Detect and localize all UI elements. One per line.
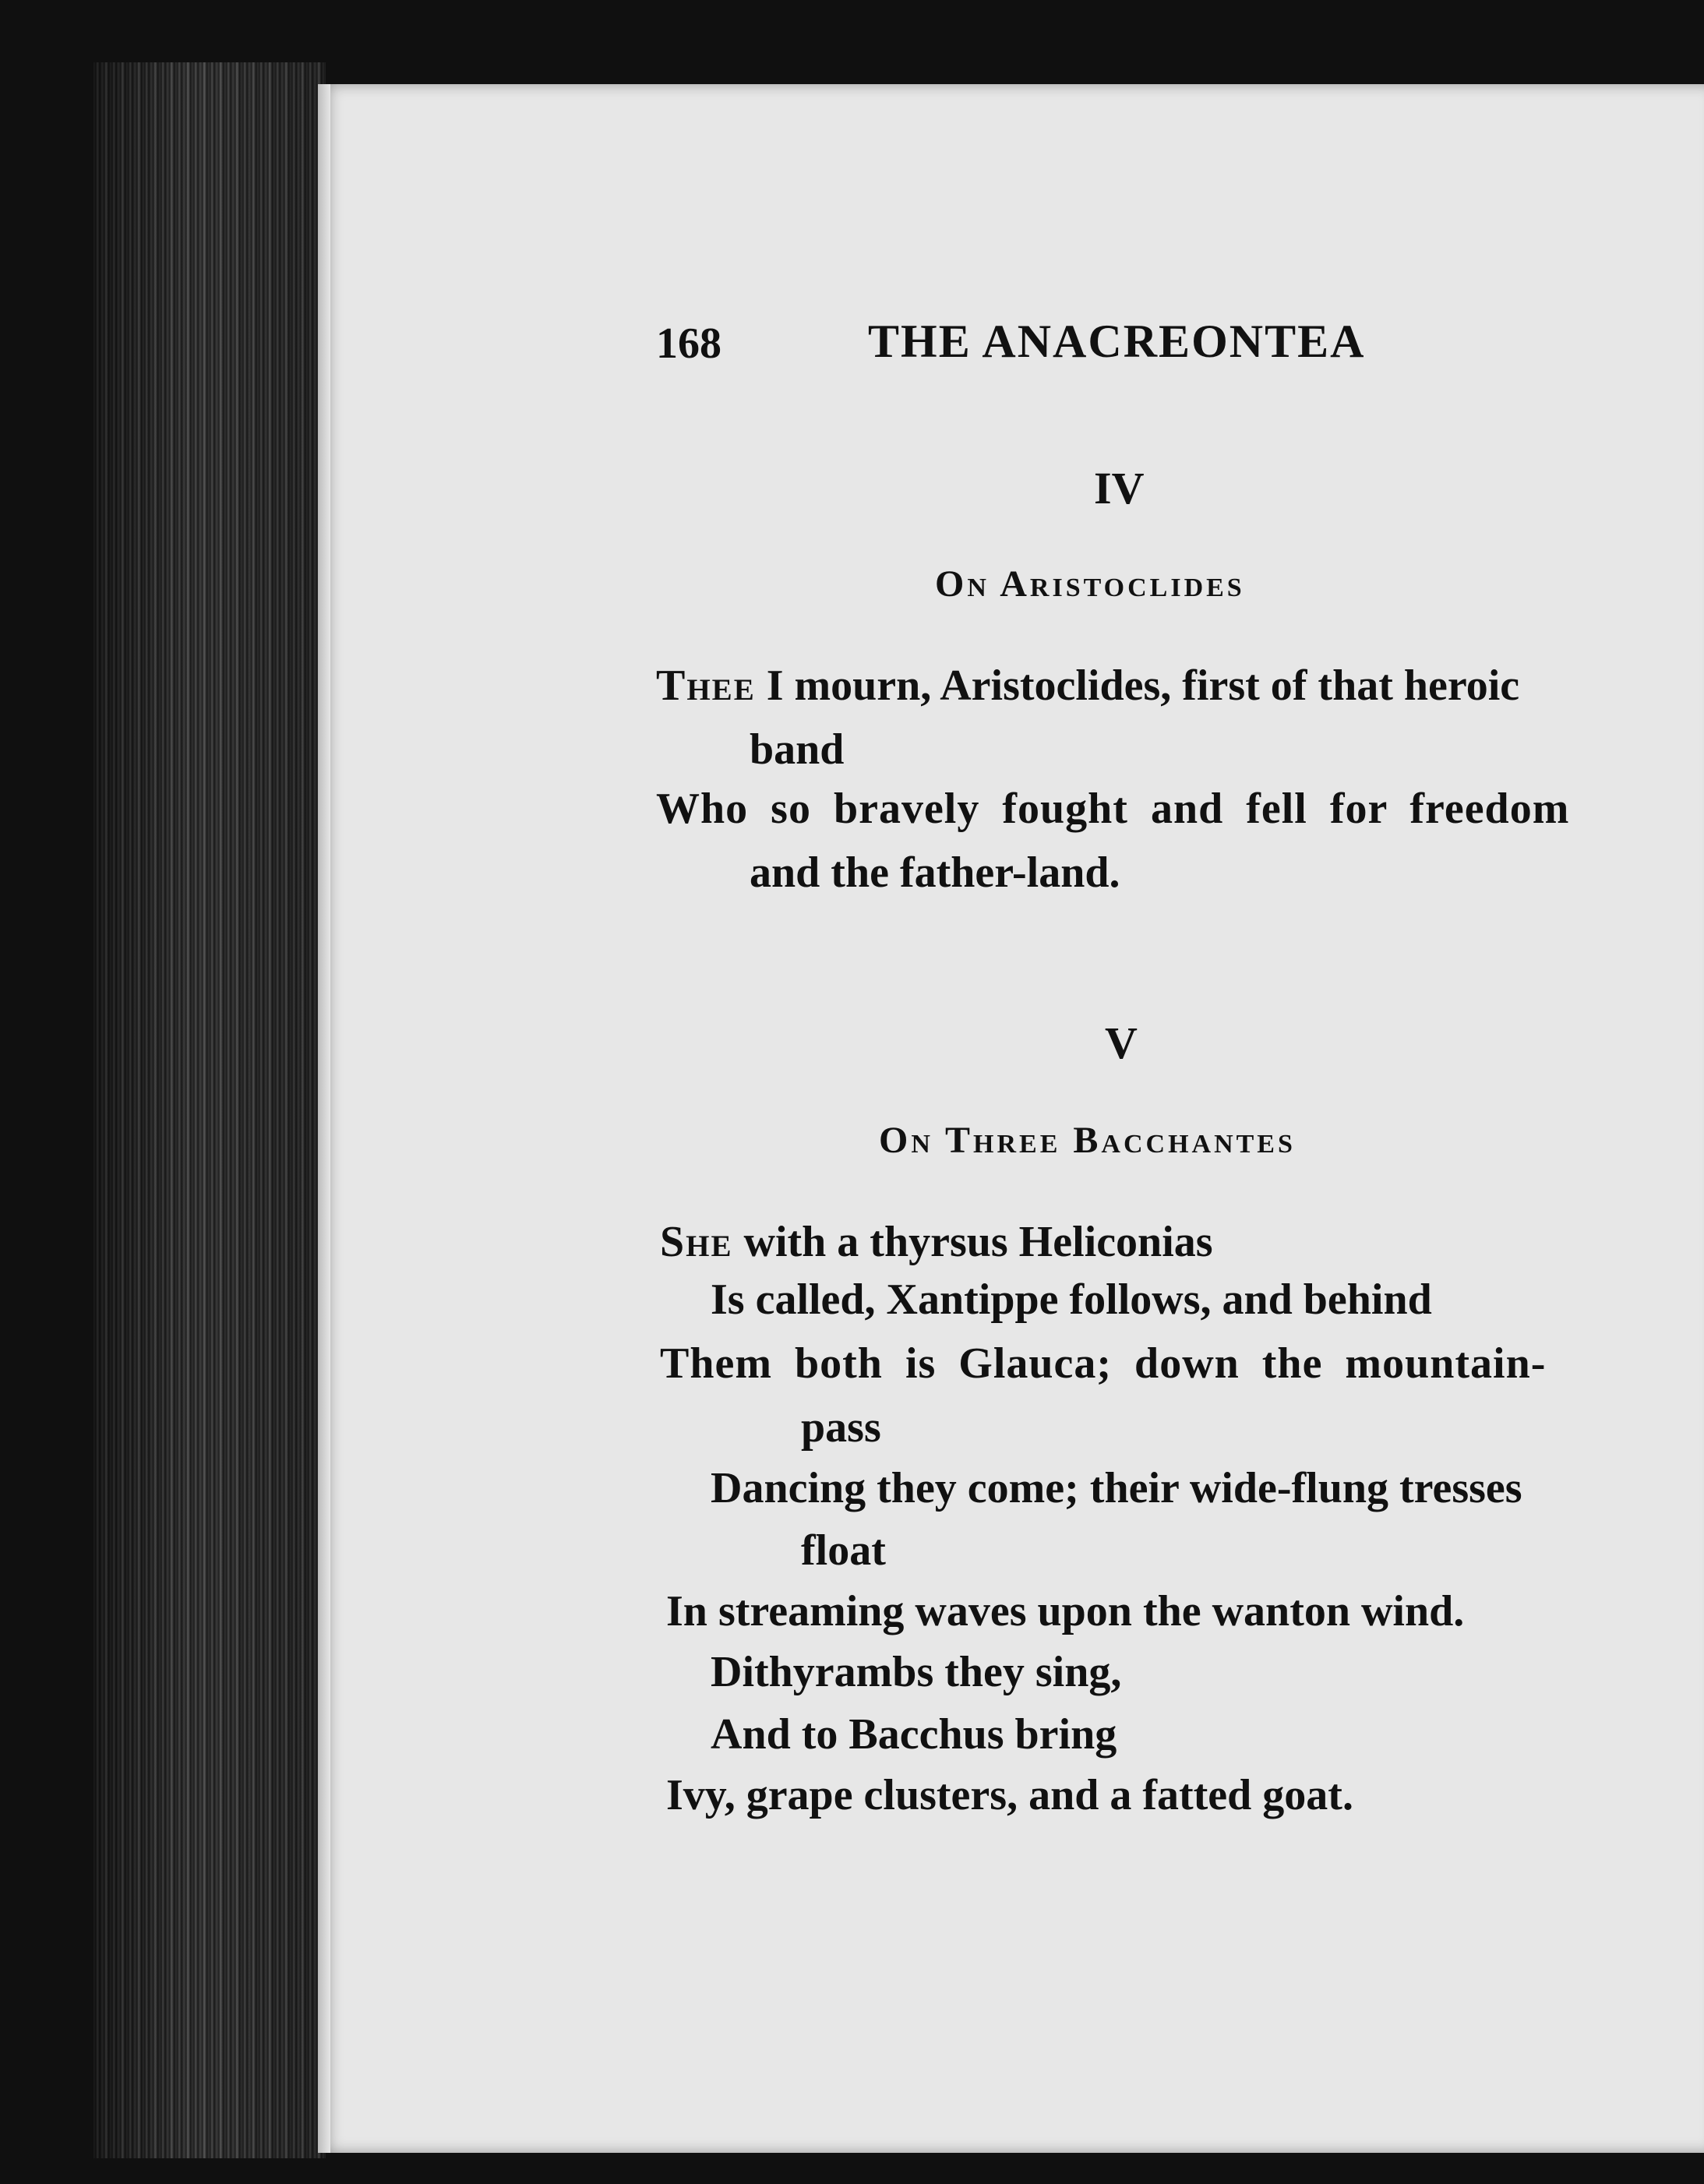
book-page: [318, 84, 1704, 2153]
verse-line: pass: [801, 1403, 881, 1452]
section-numeral: IV: [1094, 463, 1145, 513]
verse-line: Them both is Glauca; down the mountain-: [660, 1339, 1547, 1388]
verse-line: Who so bravely fought and fell for freedom: [656, 785, 1570, 833]
page-number: 168: [656, 319, 721, 368]
verse-line: Is called, Xantippe follows, and behind: [711, 1275, 1432, 1324]
verse-initial-word: Thee: [656, 662, 756, 710]
verse-line: And to Bacchus bring: [711, 1710, 1117, 1759]
verse-line: float: [801, 1526, 886, 1575]
verse-line: [660, 1220, 1213, 1264]
verse-line: [656, 662, 1520, 710]
poem-title: On Three Bacchantes: [879, 1120, 1296, 1161]
running-title: THE ANACREONTEA: [868, 316, 1366, 367]
verse-line: Dithyrambs they sing,: [711, 1648, 1122, 1696]
verse-line: band: [750, 725, 845, 774]
verse-line: In streaming waves upon the wanton wind.: [666, 1587, 1465, 1635]
poem-title: On Aristoclides: [935, 563, 1245, 605]
verse-initial-word: She: [660, 1218, 733, 1266]
verse-line: Dancing they come; their wide-flung tresses: [711, 1464, 1522, 1512]
verse-line: Ivy, grape clusters, and a fatted goat.: [666, 1771, 1353, 1819]
section-numeral: V: [1105, 1018, 1138, 1068]
verse-line-text: I mourn, Aristoclides, first of that heroic: [755, 662, 1520, 710]
book-page-edges: [92, 62, 326, 2158]
verse-line: and the father-land.: [750, 849, 1120, 897]
verse-line-text: with a thyrsus Heliconias: [732, 1218, 1213, 1266]
